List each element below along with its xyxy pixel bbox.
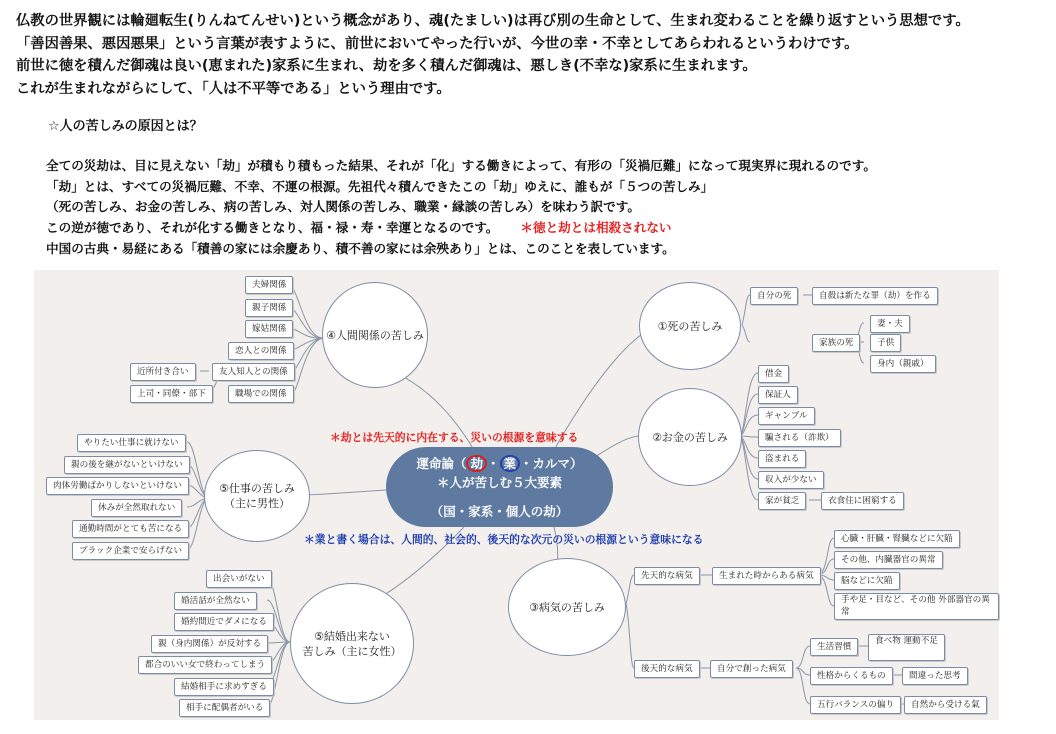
intro-line: 「善因善果、悪因悪果」という言葉が表すように、前世においてやった行いが、今世の幸・不幸としてあらわれるというわけです。 — [16, 35, 859, 52]
illness-habits: 生活習慣 — [810, 638, 858, 656]
illness-imbalance-detail: 自然から受ける氣 — [904, 696, 987, 714]
relations-item: 恋人との関係 — [228, 342, 294, 360]
work-item: やりたい仕事に就けない — [77, 434, 186, 452]
kou-circled: 劫 — [466, 455, 487, 472]
illness-birth-item: その他、内臓器官の異常 — [834, 551, 943, 569]
relations-sub-item: 近所付き合い — [130, 363, 196, 381]
relations-sub-item: 上司・同僚・部下 — [130, 385, 213, 403]
illness-birth-item: 心臓・肝臓・腎臓などに欠陥 — [834, 530, 960, 548]
illness-birth-item: 手や足・目など、その他 外部器官の異常 — [834, 593, 999, 620]
marriage-item: 相手に配偶者がいる — [179, 699, 270, 717]
node-death: ①死の苦しみ — [639, 282, 741, 370]
money-item: 保証人 — [758, 386, 798, 404]
illness-birth-item: 脳などに欠陥 — [834, 572, 900, 590]
death-family-item: 子供 — [870, 334, 901, 352]
section-title: ☆人の苦しみの原因とは？ — [48, 119, 203, 134]
marriage-item: 都合のいい女で終わってしまう — [138, 656, 272, 674]
money-item: ギャンブル — [758, 407, 815, 425]
death-family-item: 身内（親戚） — [870, 355, 936, 373]
money-item: 収入が少ない — [758, 471, 824, 489]
section-line: 「劫」とは、すべての災禍厄難、不幸、不運の根源。先祖代々積んできたこの「劫」ゆえに、誰もが「５つの苦しみ」 — [46, 178, 714, 194]
relations-item: 職場での関係 — [228, 385, 294, 403]
work-item: 肉体労働ばかりしないといけない — [46, 477, 189, 495]
work-item: ブラック企業で安らげない — [72, 542, 189, 560]
illness-from-birth: 生まれた時からある病気 — [712, 567, 821, 585]
money-item: 借金 — [758, 365, 789, 383]
center-title-post: ・カルマ） — [520, 456, 583, 471]
center-title — [386, 454, 613, 472]
section-line — [46, 218, 876, 239]
work-item: 休みが全然取れない — [91, 499, 182, 517]
section-line: （死の苦しみ、お金の苦しみ、病の苦しみ、対人関係の苦しみ、職業・縁談の苦しみ）を味わう訳です。 — [46, 199, 640, 215]
center-subtitle: ＊人が苦しむ５大要素 — [436, 475, 562, 490]
marriage-item: 結婚相手に求めすぎる — [174, 678, 274, 696]
mindmap — [34, 270, 999, 720]
relations-item: 親子関係 — [245, 299, 293, 317]
marriage-item: 出会いがない — [206, 570, 272, 588]
money-item: 騙される（詐欺） — [758, 429, 841, 447]
money-item: 家が貧乏 — [758, 492, 806, 510]
illness-personality-detail: 間違った思考 — [902, 667, 968, 685]
intro-line: これが生まれながらにして、「人は不平等である」という理由です。 — [16, 80, 451, 97]
red-note: ＊徳と劫とは相殺されない — [520, 220, 672, 236]
illness-personality: 性格からくるもの — [810, 667, 893, 685]
relations-item: 友人知人との関係 — [212, 363, 295, 381]
annotation-gou: ＊業と書く場合は、人間的、社会的、後天的な次元の災いの根源という意味になる — [304, 533, 704, 546]
node-money: ②お金の苦しみ — [638, 388, 742, 486]
death-family-item: 妻・夫 — [870, 315, 910, 333]
intro-line: 仏教の世界観には輪廻転生(りんねてんせい)という概念があり、魂(たましい)は再び別の生命として、生まれ変わることを繰り返すという思想です。 — [16, 13, 970, 29]
work-item: 通勤時間がとても苦になる — [72, 520, 189, 538]
marriage-item: 婚約間近でダメになる — [174, 613, 274, 631]
section-line: 全ての災劫は、目に見えない「劫」が積もり積もった結果、それが「化」する働きによって、有形の「災禍厄難」になって現実界に現れるのです。 — [46, 158, 876, 173]
relations-item: 夫婦関係 — [245, 276, 293, 294]
illness-acquired: 後天的な病気 — [634, 660, 700, 678]
center-node — [386, 447, 613, 527]
illness-self-made: 自分で創った病気 — [710, 660, 793, 678]
marriage-item: 婚活話が全然ない — [174, 592, 257, 610]
section-line: 中国の古典・易経にある「積善の家には余慶あり、積不善の家には余殃あり」とは、このことを表しています。 — [46, 240, 675, 256]
illness-congenital: 先天的な病気 — [634, 567, 700, 585]
gou-circled: 業 — [500, 455, 521, 472]
section-body — [46, 156, 876, 260]
work-item: 親の後を継がないといけない — [64, 456, 190, 474]
section-line-text: この逆が徳であり、それが化する働きとなり、福・禄・寿・幸運となるのです。 — [46, 220, 499, 236]
annotation-kou: ＊劫とは先天的に内在する、災いの根源を意味する — [330, 431, 579, 444]
node-illness: ③病気の苦しみ — [508, 558, 626, 656]
death-family: 家族の死 — [812, 334, 860, 352]
illness-imbalance: 五行バランスの偏り — [810, 696, 901, 714]
relations-item: 嫁姑関係 — [245, 320, 293, 338]
marriage-item: 親（身内関係）が反対する — [151, 635, 268, 653]
node-marriage: ⑤結婚出来ない 苦しみ（主に女性） — [290, 583, 414, 704]
illness-habits-detail: 食べ物 運動不足 — [868, 634, 945, 661]
intro-line: 前世に徳を積んだ御魂は良い(恵まれた)家系に生まれ、劫を多く積んだ御魂は、悪しき(不幸な)家系に生まれます。 — [16, 58, 757, 74]
center-dot: ・ — [486, 456, 500, 471]
node-relations: ④人間関係の苦しみ — [322, 282, 428, 388]
center-title-pre: 運命論（ — [416, 456, 467, 471]
money-item: 盗まれる — [758, 450, 806, 468]
intro-text — [16, 10, 1046, 100]
death-self: 自分の死 — [750, 287, 798, 305]
money-poor-detail: 衣食住に困窮する — [821, 492, 904, 510]
death-self-detail: 自殺は新たな罪（劫）を作る — [812, 287, 938, 305]
node-work: ⑤仕事の苦しみ （主に男性） — [204, 450, 310, 542]
center-note: （国・家系・個人の劫） — [430, 504, 569, 519]
